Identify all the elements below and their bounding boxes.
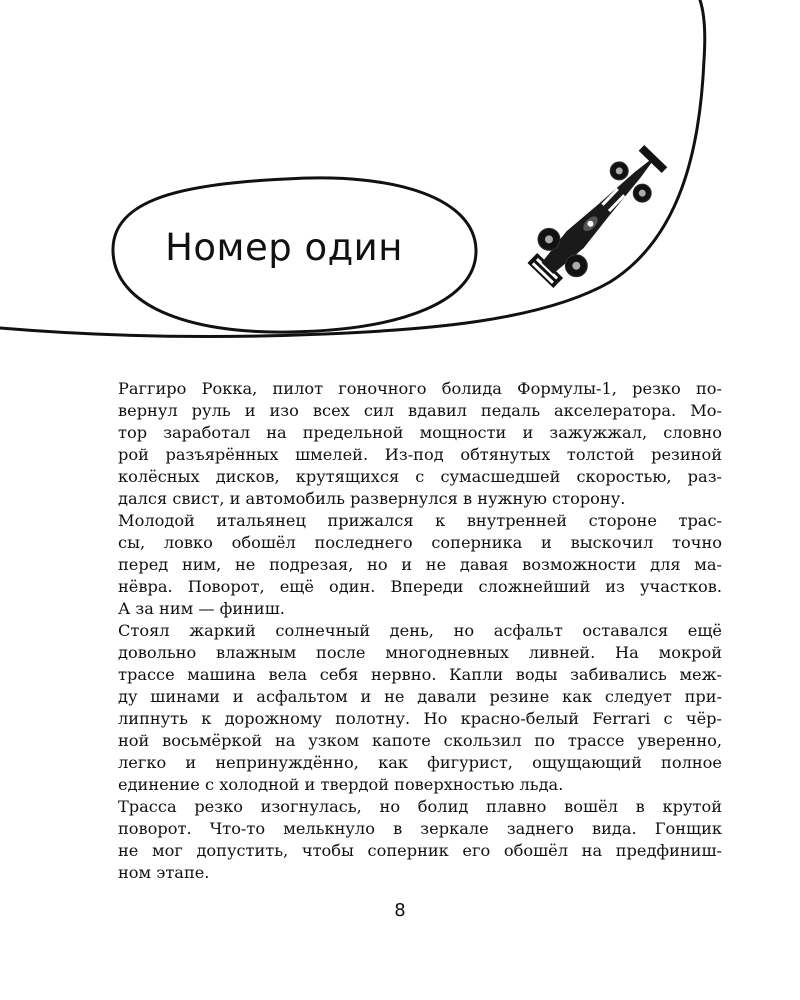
text-line: нёвра. Поворот, ещё один. Впереди сложнейший из участков.	[118, 577, 722, 596]
text-line: довольно влажным после многодневных ливней. На мокрой	[118, 643, 722, 662]
text-line: перед ним, не подрезая, но и не давая возможности для ма-	[118, 555, 722, 574]
race-car-icon	[519, 135, 677, 296]
text-line: А за ним — финиш.	[118, 599, 285, 618]
page-number: 8	[394, 900, 406, 921]
body-text	[118, 378, 722, 884]
text-line: Трасса резко изогнулась, но болид плавно вошёл в крутой	[118, 797, 722, 816]
text-line: вернул руль и изо всех сил вдавил педаль акселератора. Мо-	[118, 401, 722, 420]
text-line: дался свист, и автомобиль развернулся в нужную сторону.	[118, 489, 626, 508]
text-line: ной восьмёркой на узком капоте скользил по трассе уверенно,	[118, 731, 722, 750]
text-line: сы, ловко обошёл последнего соперника и выскочил точно	[118, 533, 722, 552]
text-line: липнуть к дорожному полотну. Но красно-белый Ferrari с чёр-	[118, 709, 722, 728]
text-line: колёсных дисков, крутящихся с сумасшедшей скоростью, раз-	[118, 467, 722, 486]
text-line: ду шинами и асфальтом и не давали резине как следует при-	[118, 687, 722, 706]
text-line: рой разъярённых шмелей. Из-под обтянутых толстой резиной	[118, 445, 722, 464]
text-line: Молодой итальянец прижался к внутренней стороне трас-	[118, 511, 722, 530]
text-line: не мог допустить, чтобы соперник его обошёл на предфиниш-	[118, 841, 722, 860]
text-line: тор заработал на предельной мощности и зажужжал, словно	[118, 423, 722, 442]
text-line: единение с холодной и твердой поверхностью льда.	[118, 775, 564, 794]
racetrack-line	[0, 0, 705, 336]
text-line: Раггиро Рокка, пилот гоночного болида Формулы-1, резко по-	[118, 379, 722, 398]
text-line: Стоял жаркий солнечный день, но асфальт оставался ещё	[118, 621, 722, 640]
chapter-title: Номер один	[165, 226, 403, 269]
chapter-illustration	[0, 0, 800, 360]
text-line: легко и непринуждённо, как фигурист, ощущающий полное	[118, 753, 722, 772]
text-line: поворот. Что-то мелькнуло в зеркале заднего вида. Гонщик	[118, 819, 722, 838]
text-line: ном этапе.	[118, 863, 210, 882]
text-line: трассе машина вела себя нервно. Капли воды забивались меж-	[118, 665, 722, 684]
